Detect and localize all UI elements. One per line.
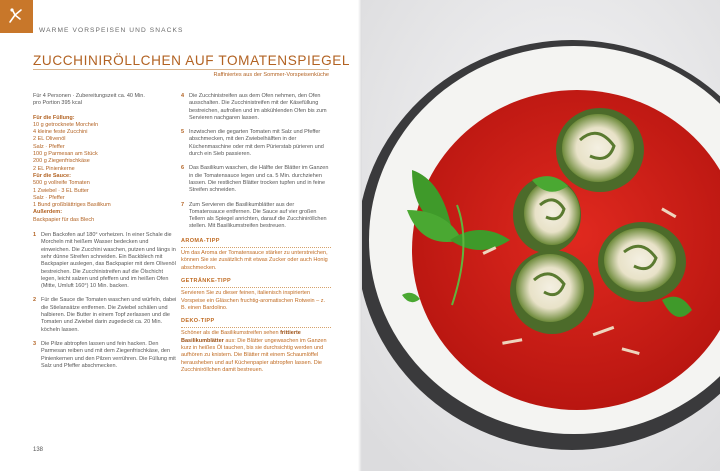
tip-title: AROMA-TIPP	[181, 238, 331, 248]
step-2	[33, 297, 177, 333]
step-5	[181, 129, 331, 158]
tip-text-part: Schöner als die Basilikumstreifen sehen	[181, 330, 281, 337]
plated-dish-photo	[362, 0, 720, 471]
ingredient: 2 EL Pinienkerne	[33, 165, 75, 172]
tip-text-bold: frittierte Basilikumblätter	[181, 330, 301, 344]
ingredient: Backpapier für das Blech	[33, 216, 95, 223]
tip-text: Servieren Sie zu dieser feinen, italienisch inspirierten Vorspeise ein Gläschen fruchtig-aromatischen Rotwein – z. B. einen Bardolino.	[181, 290, 325, 311]
step-6	[181, 165, 331, 194]
step-1	[33, 232, 177, 290]
dish-photo	[362, 0, 720, 471]
step-text: Zum Servieren die Basilikumblätter aus der Tomatensauce entfernen. Die Sauce auf vier großen Tellern als Spiegel anrichten, darauf die Zucchiniröllchen stellen. Mit Basilikumstreifen bestreuen.	[189, 201, 327, 230]
ingredients-list	[33, 115, 177, 224]
step-number: 7	[181, 201, 185, 208]
ingredient: 1 Bund großblättriges Basilikum	[33, 202, 111, 209]
tip-title: DEKO-TIPP	[181, 318, 331, 328]
ingredient: 200 g Ziegenfrischkäse	[33, 158, 90, 165]
page-number: 138	[33, 447, 44, 453]
step-text: Inzwischen die gegarten Tomaten mit Salz und Pfeffer abschmecken, mit den Zwiebelhälften in der Küchenmaschine oder mit dem Pürierstab pürieren und durch ein Sieb passieren.	[189, 129, 324, 158]
step-number: 4	[181, 93, 185, 99]
step-text: Für die Sauce die Tomaten waschen und würfeln, dabei die Stielansätze entfernen. Die Zwiebel schälen und halbieren. Die Butter in einem Topf zerlassen und die Tomaten und Zwiebel darin zugedeckt ca. 20 Min. köcheln lassen.	[41, 297, 177, 333]
step-text: Die Zucchinistreifen aus dem Ofen nehmen, den Ofen ausschalten. Die Zucchinistreifen mit der Käsefüllung bestreichen, aufrollen und im abkühlenden Ofen bis zum Servieren nachgaren lassen.	[189, 93, 327, 121]
aroma-tip	[181, 238, 331, 272]
step-number: 6	[181, 165, 185, 172]
left-column	[33, 93, 177, 377]
servings-time: Für 4 Personen · Zubereitungszeit ca. 40 Min.	[33, 93, 145, 99]
step-text: Den Backofen auf 180° vorheizen. In einer Schale die Morcheln mit heißem Wasser bedecken und einweichen. Die Zucchini waschen, putzen und längs in sehr dünne Streifen schneiden. Ein Backblech mit Backpapier auslegen, das Backpapier mit dem Olivenöl bestreichen. Die Zucchinistreifen auf die Ölschicht legen, leicht salzen und pfeffern und im heißen Ofen (Mitte, Umluft 160°) 10 Min. backen.	[41, 232, 176, 290]
tip-text: Um das Aroma der Tomatensauce stärker zu unterstreichen, können Sie sie zusätzlich mit etwas Zucker oder auch Honig abschmecken.	[181, 250, 328, 271]
sauce-heading: Für die Sauce:	[33, 172, 71, 179]
zucchini-roll	[556, 108, 644, 192]
ingredient: 500 g vollreife Tomaten	[33, 180, 90, 187]
extra-heading: Außerdem:	[33, 209, 63, 216]
step-number: 1	[33, 232, 37, 239]
step-number: 2	[33, 297, 37, 304]
step-text: Die Pilze abtropfen lassen und fein hacken. Den Parmesan reiben und mit dem Ziegenfrischkäse, den Pinienkernen und den Pilzen verrühren. Die Füllung mit Salz und Pfeffer abschmecken.	[41, 340, 176, 369]
step-4	[181, 93, 331, 122]
filling-heading: Für die Füllung:	[33, 114, 75, 121]
chef-hat-icon	[6, 6, 26, 26]
section-label: WARME VORSPEISEN UND SNACKS	[39, 27, 184, 34]
chapter-badge	[0, 0, 33, 33]
recipe-page	[0, 0, 362, 471]
ingredient: Salz · Pfeffer	[33, 194, 65, 201]
drinks-tip	[181, 278, 331, 312]
tip-text-part: aus: Die Blätter ungewaschen im Ganzen kurz in heißes Öl tauchen, bis sie durchsichtig werden und aufhören zu knistern. Die Blätter mit einem Schaumlöffel herausheben und auf Küchenpapier abtropfen lassen. Die Zucchiniröllchen damit bestreuen.	[181, 337, 327, 373]
ingredient: 4 kleine feste Zucchini	[33, 129, 88, 136]
zucchini-roll	[598, 222, 686, 302]
step-number: 5	[181, 129, 185, 136]
step-text: Das Basilikum waschen, die Hälfte der Blätter im Ganzen in die Tomatensauce legen und ca. 5 Min. durchziehen lassen. Die restlichen Blätter trocken tupfen und in feine Streifen schneiden.	[189, 165, 329, 194]
recipe-subtitle: Raffiniertes aus der Sommer-Vorspeisenküche	[213, 72, 329, 78]
step-7	[181, 202, 331, 231]
right-column	[181, 93, 331, 380]
ingredient: 2 EL Olivenöl	[33, 136, 66, 143]
tip-title: GETRÄNKE-TIPP	[181, 278, 331, 288]
title-divider	[33, 69, 329, 70]
zucchini-roll	[510, 250, 594, 334]
step-3	[33, 341, 177, 370]
ingredient: 10 g getrocknete Morcheln	[33, 121, 99, 128]
tip-text	[181, 330, 331, 374]
ingredient: 1 Zwiebel · 3 EL Butter	[33, 187, 89, 194]
ingredient: 100 g Parmesan am Stück	[33, 151, 98, 158]
calories: pro Portion 395 kcal	[33, 100, 82, 107]
deco-tip	[181, 318, 331, 374]
ingredient: Salz · Pfeffer	[33, 143, 65, 150]
recipe-title: ZUCCHINIRÖLLCHEN AUF TOMATENSPIEGEL	[33, 53, 351, 68]
recipe-meta	[33, 93, 177, 108]
step-number: 3	[33, 340, 37, 347]
